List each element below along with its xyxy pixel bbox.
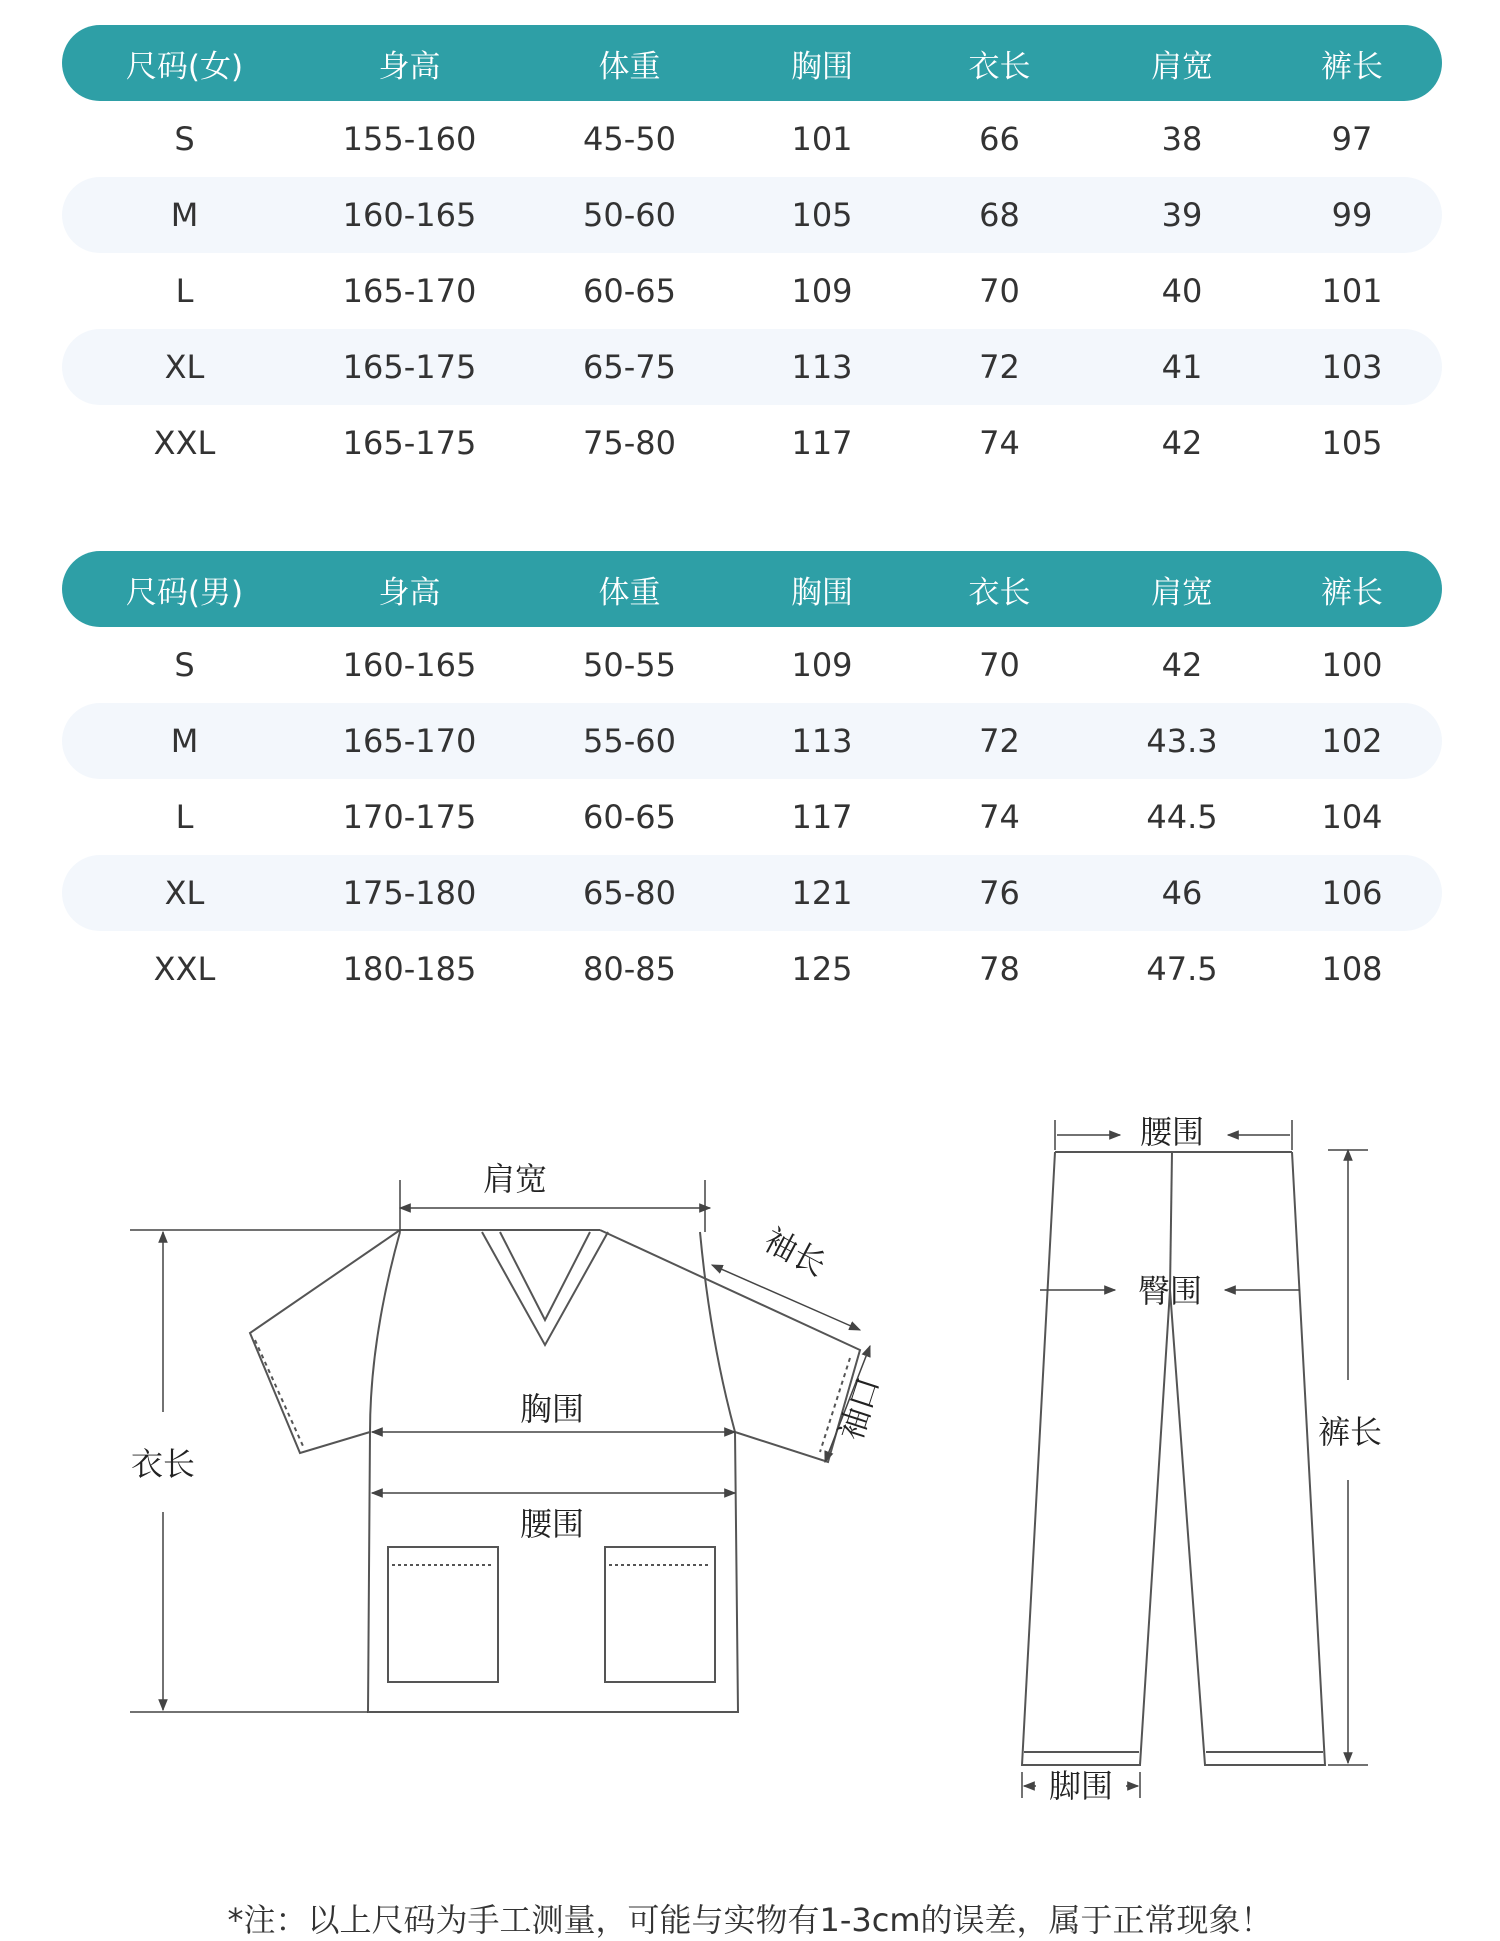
header-size: 尺码(女): [125, 48, 244, 85]
cell-shoulder: 40: [1161, 272, 1203, 310]
cell-top-length: 70: [979, 272, 1020, 310]
cell-top-length: 74: [979, 424, 1020, 462]
cell-size: M: [170, 196, 199, 234]
cell-chest: 125: [791, 950, 853, 988]
cell-height: 165-175: [342, 424, 477, 462]
men-size-table: [62, 551, 1442, 1007]
cell-chest: 121: [791, 874, 853, 912]
cell-size: XL: [164, 874, 205, 912]
cell-pants-length: 101: [1321, 272, 1383, 310]
cell-pants-length: 104: [1321, 798, 1383, 836]
cell-top-length: 70: [979, 646, 1020, 684]
scrub-pants-drawing: [1022, 1152, 1325, 1765]
cell-pants-length: 97: [1331, 120, 1373, 158]
table-row: [62, 627, 1442, 703]
cell-shoulder: 42: [1161, 646, 1203, 684]
cell-weight: 60-65: [583, 272, 676, 310]
cell-chest: 113: [791, 348, 853, 386]
table-row: [62, 779, 1442, 855]
cell-shoulder: 38: [1161, 120, 1203, 158]
header-weight: 体重: [598, 48, 661, 85]
cell-weight: 50-60: [583, 196, 676, 234]
cell-weight: 45-50: [583, 120, 676, 158]
cell-weight: 65-80: [583, 874, 676, 912]
cell-size: XXL: [153, 424, 216, 462]
label-sleeve-length: 袖长: [757, 1220, 833, 1285]
men-table-header: [62, 551, 1442, 627]
label-cuff: 袖口: [831, 1372, 888, 1445]
cell-pants-length: 106: [1321, 874, 1383, 912]
cell-top-length: 68: [979, 196, 1020, 234]
header-chest: 胸围: [791, 48, 853, 85]
cell-pants-length: 108: [1321, 950, 1383, 988]
cell-shoulder: 43.3: [1146, 722, 1218, 760]
cell-chest: 113: [791, 722, 853, 760]
label-pants-waist: 腰围: [1139, 1113, 1205, 1151]
header-top-length: 衣长: [968, 574, 1031, 611]
cell-size: S: [174, 120, 195, 158]
cell-top-length: 76: [979, 874, 1020, 912]
cell-chest: 109: [791, 646, 853, 684]
header-shoulder: 肩宽: [1151, 574, 1213, 611]
table-row: [62, 177, 1442, 253]
header-top-length: 衣长: [968, 48, 1031, 85]
cell-height: 165-170: [342, 722, 477, 760]
header-pants-length: 裤长: [1321, 48, 1383, 85]
scrub-pants-dimension-lines: [1022, 1120, 1368, 1798]
header-height: 身高: [378, 574, 441, 611]
cell-weight: 75-80: [583, 424, 676, 462]
cell-top-length: 74: [979, 798, 1020, 836]
scrub-top-drawing: [250, 1230, 860, 1712]
header-weight: 体重: [598, 574, 661, 611]
header-height: 身高: [378, 48, 441, 85]
measurement-note: *注：以上尺码为手工测量，可能与实物有1-3cm的误差，属于正常现象！: [227, 1901, 1273, 1939]
women-table-header: [62, 25, 1442, 101]
cell-pants-length: 105: [1321, 424, 1383, 462]
cell-shoulder: 46: [1161, 874, 1203, 912]
cell-shoulder: 42: [1161, 424, 1203, 462]
table-row: [62, 931, 1442, 1007]
cell-shoulder: 41: [1161, 348, 1203, 386]
table-row: [62, 405, 1442, 481]
cell-height: 170-175: [342, 798, 477, 836]
cell-size: M: [170, 722, 199, 760]
cell-shoulder: 44.5: [1146, 798, 1218, 836]
cell-weight: 50-55: [583, 646, 676, 684]
table-row: [62, 329, 1442, 405]
header-size: 尺码(男): [125, 574, 244, 611]
label-chest: 胸围: [519, 1390, 585, 1428]
cell-weight: 60-65: [583, 798, 676, 836]
cell-size: L: [175, 798, 194, 836]
cell-weight: 55-60: [583, 722, 676, 760]
cell-pants-length: 102: [1321, 722, 1383, 760]
table-row: [62, 101, 1442, 177]
table-row: [62, 855, 1442, 931]
cell-shoulder: 47.5: [1146, 950, 1218, 988]
cell-chest: 105: [791, 196, 853, 234]
cell-top-length: 78: [979, 950, 1020, 988]
cell-height: 180-185: [342, 950, 477, 988]
cell-chest: 117: [791, 424, 853, 462]
cell-size: XXL: [153, 950, 216, 988]
header-pants-length: 裤长: [1321, 574, 1383, 611]
header-shoulder: 肩宽: [1151, 48, 1213, 85]
label-top-waist: 腰围: [519, 1505, 585, 1543]
cell-height: 155-160: [342, 120, 477, 158]
cell-size: L: [175, 272, 194, 310]
cell-top-length: 66: [979, 120, 1020, 158]
cell-top-length: 72: [979, 722, 1020, 760]
label-shoulder: 肩宽: [482, 1160, 548, 1198]
cell-chest: 117: [791, 798, 853, 836]
label-hem: 脚围: [1048, 1767, 1114, 1805]
cell-height: 165-175: [342, 348, 477, 386]
cell-height: 160-165: [342, 196, 477, 234]
cell-height: 165-170: [342, 272, 477, 310]
cell-pants-length: 99: [1331, 196, 1373, 234]
cell-weight: 80-85: [583, 950, 676, 988]
header-chest: 胸围: [791, 574, 853, 611]
table-row: [62, 703, 1442, 779]
cell-height: 160-165: [342, 646, 477, 684]
cell-top-length: 72: [979, 348, 1020, 386]
label-top-length: 衣长: [130, 1445, 196, 1483]
cell-pants-length: 100: [1321, 646, 1383, 684]
cell-shoulder: 39: [1161, 196, 1203, 234]
cell-chest: 101: [791, 120, 853, 158]
cell-pants-length: 103: [1321, 348, 1383, 386]
label-pants-length: 裤长: [1317, 1413, 1383, 1451]
cell-chest: 109: [791, 272, 853, 310]
women-size-table: [62, 25, 1442, 481]
cell-weight: 65-75: [583, 348, 676, 386]
label-hip: 臀围: [1137, 1272, 1203, 1310]
cell-height: 175-180: [342, 874, 477, 912]
table-row: [62, 253, 1442, 329]
measurement-diagram: [0, 1080, 1500, 1910]
cell-size: XL: [164, 348, 205, 386]
scrub-top-dimension-lines: [130, 1180, 870, 1712]
cell-size: S: [174, 646, 195, 684]
